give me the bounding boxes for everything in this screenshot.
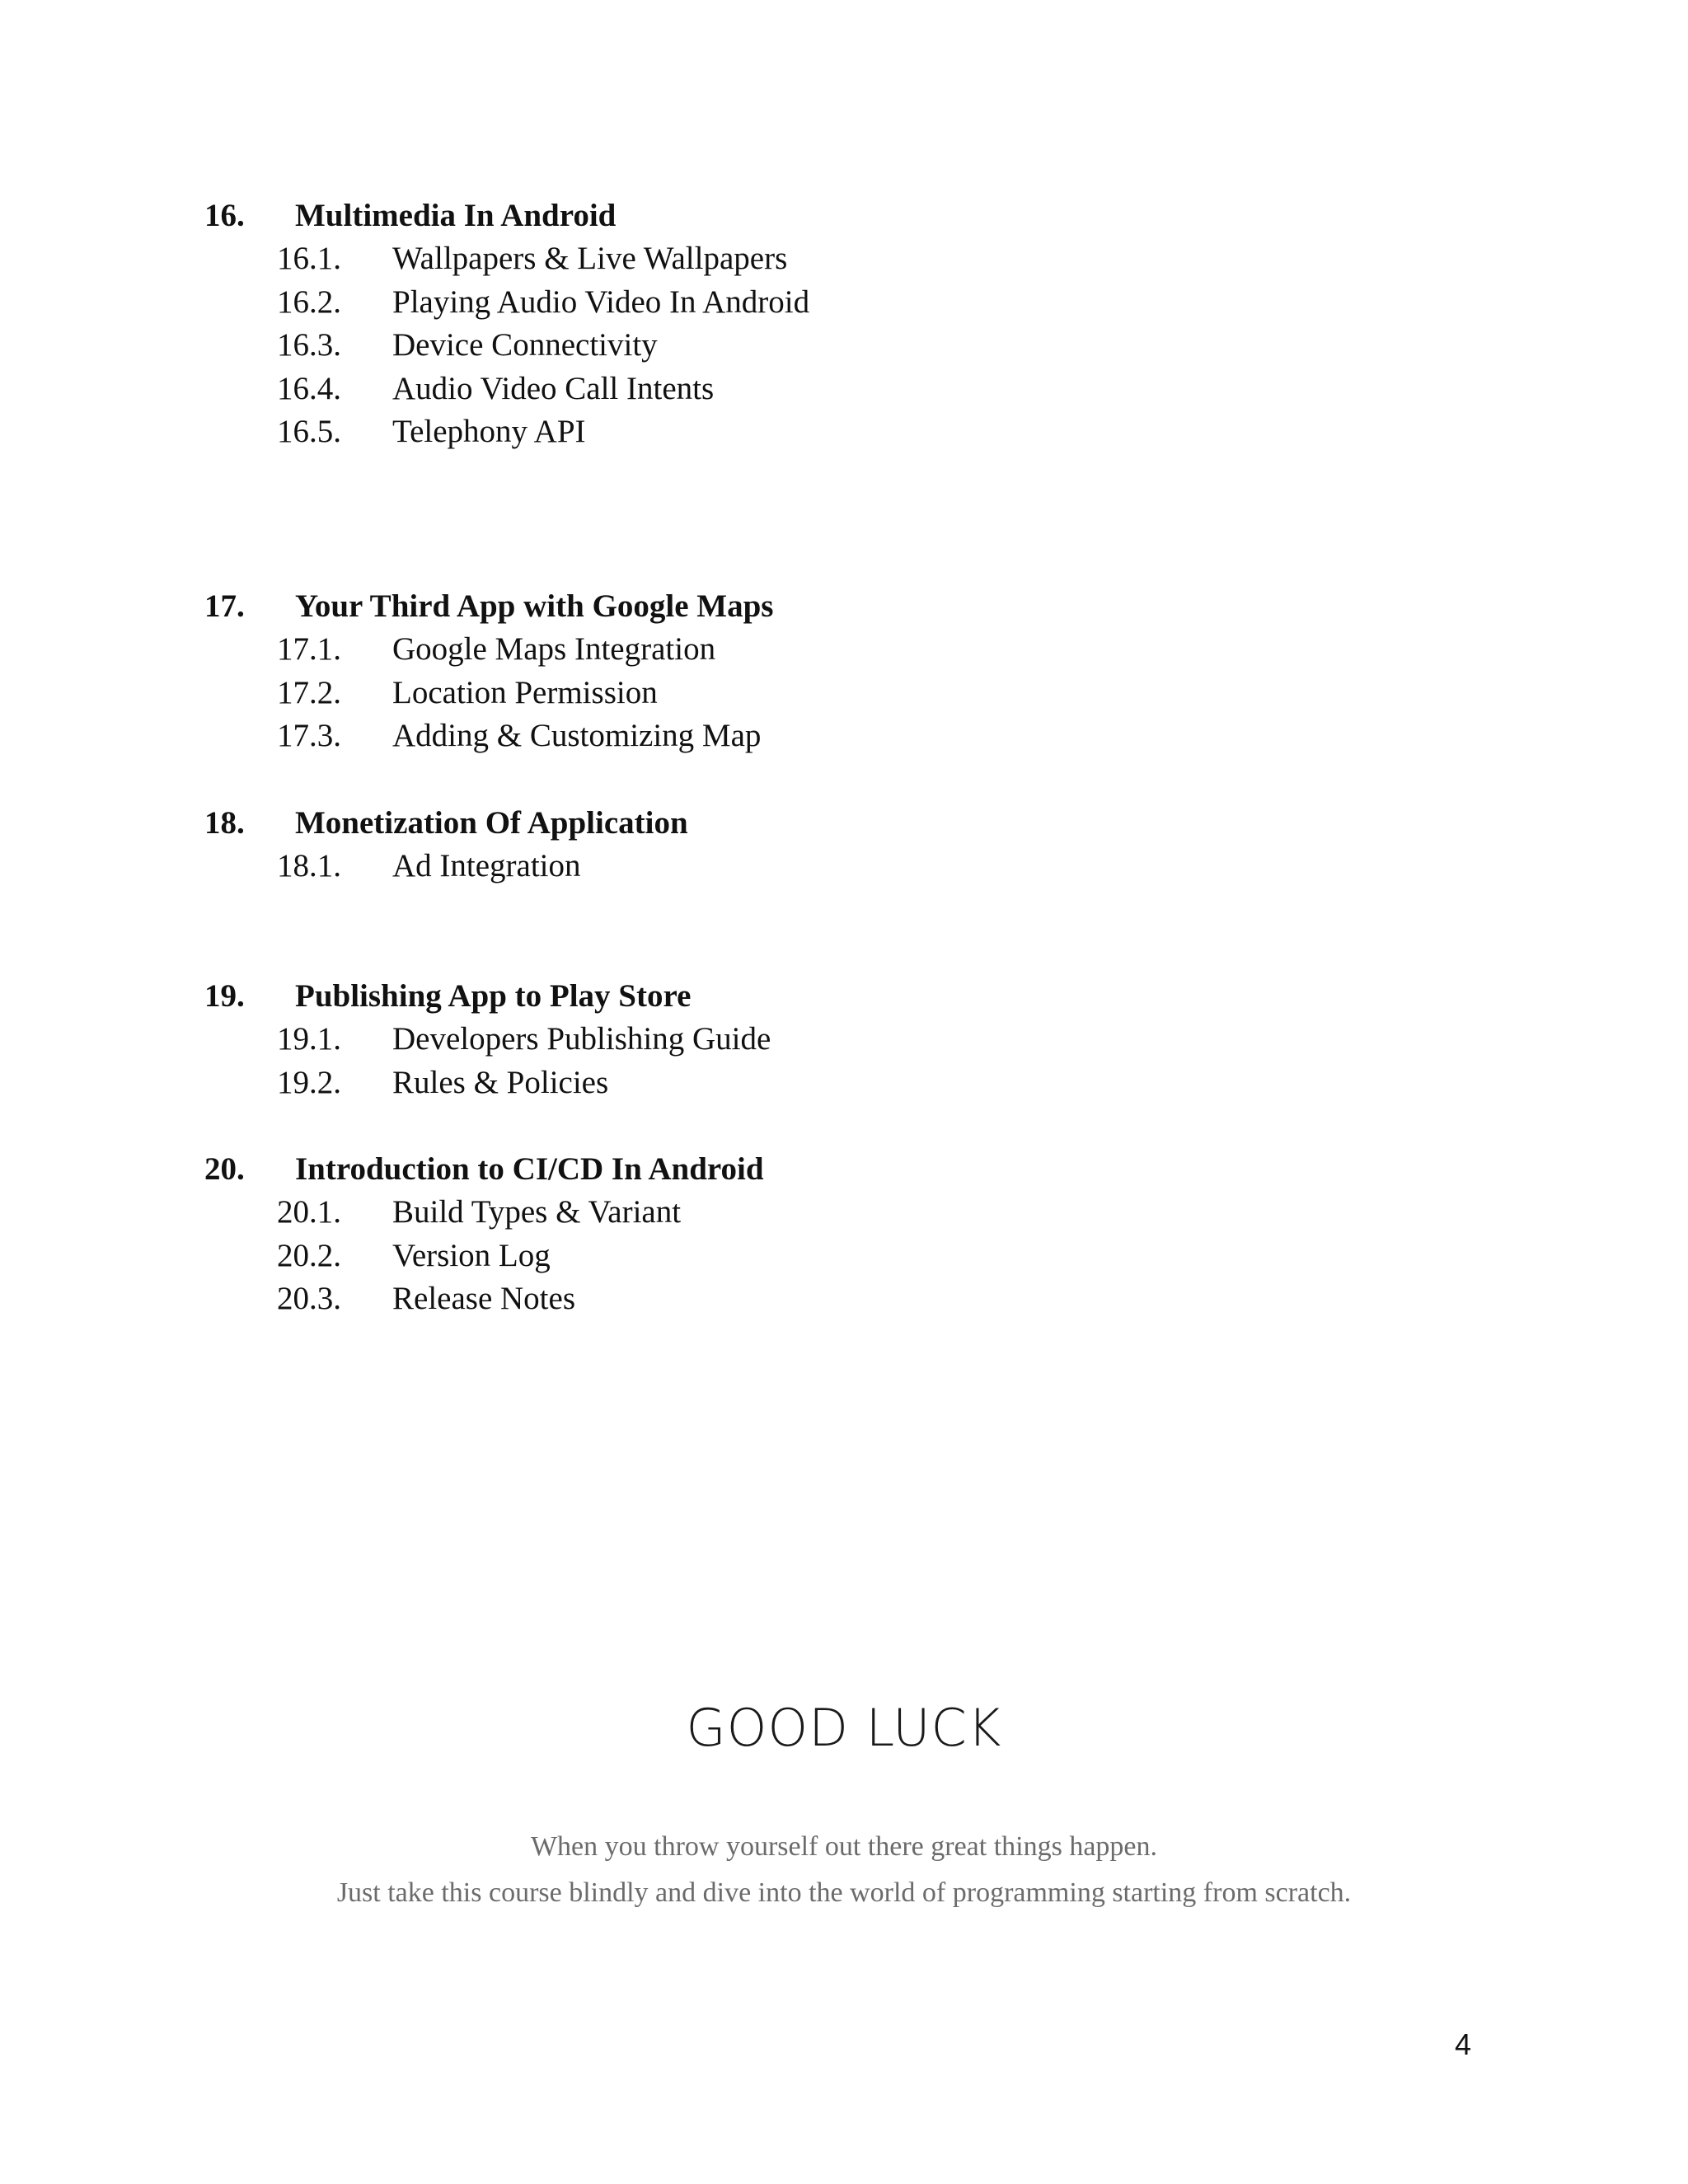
item-number: 16.5. <box>277 414 341 450</box>
item-label: Rules & Policies <box>392 1064 609 1100</box>
item-number: 16.1. <box>277 241 341 276</box>
section-title: Introduction to CI/CD In Android <box>295 1151 764 1187</box>
item-label: Playing Audio Video In Android <box>392 284 810 320</box>
item-number: 16.2. <box>277 284 341 320</box>
item-label: Version Log <box>392 1237 551 1273</box>
toc-item <box>204 715 1358 758</box>
item-number: 17.3. <box>277 718 341 754</box>
item-label: Location Permission <box>392 674 658 710</box>
item-label: Audio Video Call Intents <box>392 370 715 406</box>
section-number: 17. <box>204 588 245 624</box>
item-number: 19.1. <box>277 1021 341 1057</box>
toc-item <box>204 1062 1358 1105</box>
section-number: 19. <box>204 978 245 1014</box>
toc-item <box>204 845 1358 888</box>
toc-section-19 <box>204 975 1358 1104</box>
section-heading <box>204 802 1358 845</box>
item-label: Telephony API <box>392 414 586 450</box>
toc-item <box>204 1018 1358 1062</box>
toc-section-18 <box>204 802 1358 888</box>
item-label: Adding & Customizing Map <box>392 718 762 754</box>
toc-item <box>204 368 1358 411</box>
section-number: 20. <box>204 1151 245 1187</box>
toc-item <box>204 1277 1358 1321</box>
section-heading <box>204 194 1358 237</box>
item-label: Google Maps Integration <box>392 631 716 667</box>
item-number: 17.1. <box>277 631 341 667</box>
item-label: Release Notes <box>392 1281 576 1317</box>
toc-section-17 <box>204 585 1358 758</box>
item-number: 20.3. <box>277 1281 341 1317</box>
page-number: 4 <box>1455 2027 1472 2061</box>
closing-line-1: When you throw yourself out there great things happen. <box>530 1831 1158 1862</box>
item-number: 16.3. <box>277 327 341 363</box>
section-title: Your Third App with Google Maps <box>295 588 774 624</box>
section-heading <box>204 975 1358 1018</box>
item-label: Developers Publishing Guide <box>392 1021 771 1057</box>
item-label: Build Types & Variant <box>392 1194 682 1230</box>
item-label: Ad Integration <box>392 848 581 883</box>
closing-line-2: Just take this course blindly and dive into the world of programming starting from scratch. <box>336 1877 1352 1908</box>
toc-item <box>204 628 1358 672</box>
section-title: Multimedia In Android <box>295 198 617 233</box>
toc-item <box>204 237 1358 281</box>
section-title: Monetization Of Application <box>295 805 688 841</box>
toc-section-16 <box>204 194 1358 454</box>
section-number: 18. <box>204 805 245 841</box>
toc-item <box>204 1191 1358 1235</box>
item-label: Device Connectivity <box>392 327 658 363</box>
item-label: Wallpapers & Live Wallpapers <box>392 241 788 276</box>
section-heading <box>204 1148 1358 1191</box>
item-number: 17.2. <box>277 674 341 710</box>
section-title: Publishing App to Play Store <box>295 978 692 1014</box>
toc-item <box>204 672 1358 715</box>
item-number: 19.2. <box>277 1064 341 1100</box>
toc-item <box>204 324 1358 368</box>
toc-item <box>204 1235 1358 1278</box>
toc-item <box>204 410 1358 454</box>
item-number: 18.1. <box>277 848 341 883</box>
closing-heading: GOOD LUCK <box>686 1698 1002 1758</box>
toc-item <box>204 281 1358 325</box>
item-number: 20.1. <box>277 1194 341 1230</box>
item-number: 20.2. <box>277 1237 341 1273</box>
section-number: 16. <box>204 198 245 233</box>
toc-section-20 <box>204 1148 1358 1321</box>
item-number: 16.4. <box>277 370 341 406</box>
section-heading <box>204 585 1358 628</box>
